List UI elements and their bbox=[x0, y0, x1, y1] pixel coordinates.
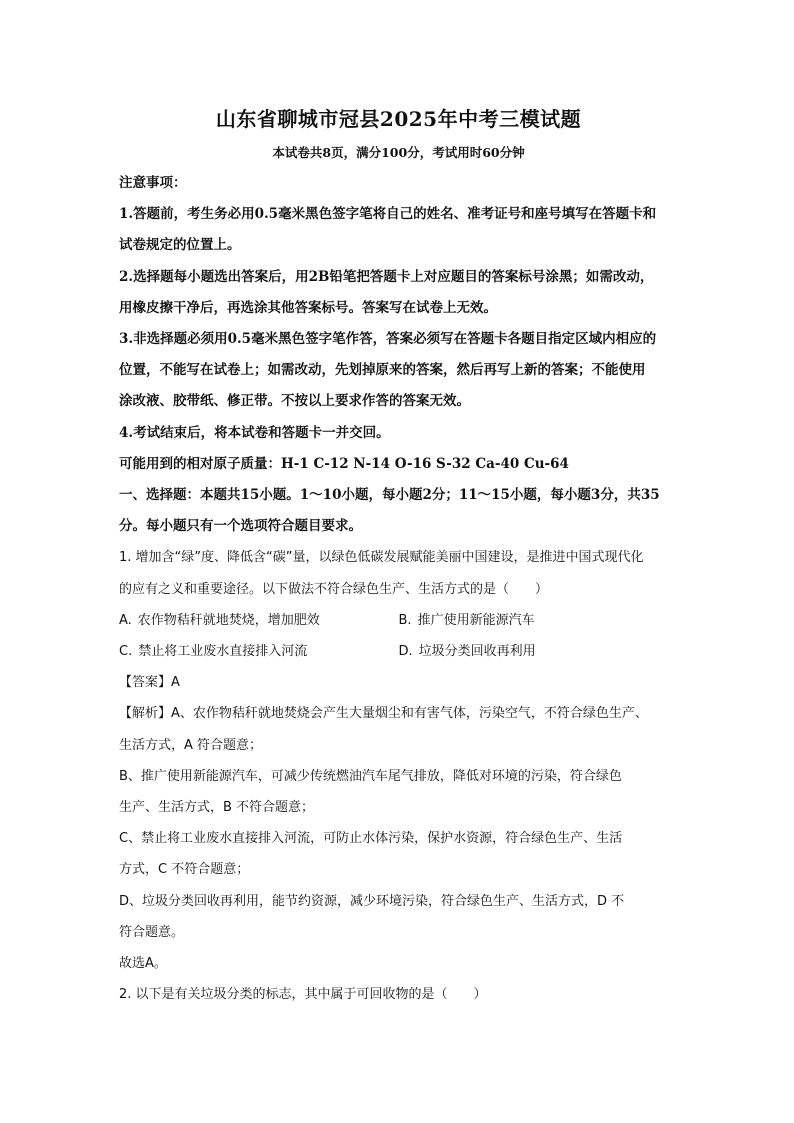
analysis-line: 故选A。 bbox=[119, 956, 167, 972]
option-d bbox=[399, 636, 679, 667]
options-row bbox=[119, 636, 678, 667]
options-row bbox=[119, 605, 678, 636]
option-text: 农作物秸秆就地焚烧，增加肥效 bbox=[137, 612, 320, 628]
analysis-line: 生活方式，A 符合题意； bbox=[119, 737, 263, 753]
option-text: 禁止将工业废水直接排入河流 bbox=[138, 644, 308, 660]
page-title: 山东省聊城市冠县2025年中考三模试题 bbox=[215, 107, 582, 131]
section-heading: 分。每小题只有一个选项符合题目要求。 bbox=[119, 518, 362, 535]
option-c bbox=[119, 636, 399, 667]
notes-line: 1.答题前，考生务必用0.5毫米黑色签字笔将自己的姓名、准考证号和座号填写在答题卡和 bbox=[119, 206, 657, 223]
analysis-line: 方式，C 不符合题意； bbox=[119, 862, 250, 878]
exam-subtitle: 本试卷共8页，满分100分，考试用时60分钟 bbox=[272, 145, 525, 160]
notes-line: 3.非选择题必须用0.5毫米黑色签字笔作答，答案必须写在答题卡各题目指定区域内相应的 bbox=[119, 331, 657, 348]
option-key: B. bbox=[398, 612, 412, 628]
notes-heading: 注意事项： bbox=[119, 175, 187, 191]
section-heading: 一、选择题：本题共15小题。1～10小题，每小题2分；11～15小题，每小题3分，共35 bbox=[119, 487, 660, 504]
notes-line: 位置，不能写在试卷上；如需改动，先划掉原来的答案，然后再写上新的答案；不能使用 bbox=[119, 362, 646, 379]
section-choice bbox=[119, 480, 678, 542]
analysis-line: C、禁止将工业废水直接排入河流，可防止水体污染，保护水资源，符合绿色生产、生活 bbox=[119, 831, 623, 847]
analysis-line: D、垃圾分类回收再利用，能节约资源，减少环境污染，符合绿色生产、生活方式，D 不 bbox=[119, 893, 625, 909]
option-text: 推广使用新能源汽车 bbox=[417, 612, 535, 628]
analysis-line: B、推广使用新能源汽车，可减少传统燃油汽车尾气排放，降低对环境的污染，符合绿色 bbox=[119, 768, 622, 784]
notes-line: 2.选择题每小题选出答案后，用2B铅笔把答题卡上对应题目的答案标号涂黑；如需改动， bbox=[119, 268, 654, 285]
option-key: C. bbox=[119, 644, 133, 660]
notes-line: 用橡皮擦干净后，再选涂其他答案标号。答案写在试卷上无效。 bbox=[119, 299, 497, 316]
notes-line: 试卷规定的位置上。 bbox=[119, 237, 241, 254]
notes-line: 涂改液、胶带纸、修正带。不按以上要求作答的答案无效。 bbox=[119, 393, 470, 410]
question-1 bbox=[119, 542, 678, 979]
analysis-line: 【解析】A、农作物秸秆就地焚烧会产生大量烟尘和有害气体，污染空气，不符合绿色生产、 bbox=[119, 706, 648, 722]
option-key: A. bbox=[119, 612, 132, 628]
question-stem: 1. 增加含“绿”度、降低含“碳”量，以绿色低碳发展赋能美丽中国建设，是推进中国式现代化 bbox=[119, 550, 644, 566]
question-stem: 2. 以下是有关垃圾分类的标志，其中属于可回收物的是（ ） bbox=[119, 987, 487, 1003]
notes-line: 4.考试结束后，将本试卷和答题卡一并交回。 bbox=[119, 424, 390, 441]
option-key: D. bbox=[398, 644, 413, 660]
option-a bbox=[119, 605, 399, 636]
question-stem: 的应有之义和重要途径。以下做法不符合绿色生产、生活方式的是（ ） bbox=[119, 581, 549, 597]
exam-notes bbox=[119, 168, 678, 480]
analysis-line: 符合题意。 bbox=[119, 924, 185, 940]
option-text: 垃圾分类回收再利用 bbox=[418, 644, 536, 660]
atomic-masses: 可能用到的相对原子质量：H-1 C-12 N-14 O-16 S-32 Ca-40 Cu-64 bbox=[119, 455, 569, 472]
analysis-line: 生产、生活方式，B 不符合题意； bbox=[119, 800, 315, 816]
question-2 bbox=[119, 979, 678, 1010]
option-b bbox=[399, 605, 679, 636]
answer: 【答案】A bbox=[119, 675, 180, 691]
